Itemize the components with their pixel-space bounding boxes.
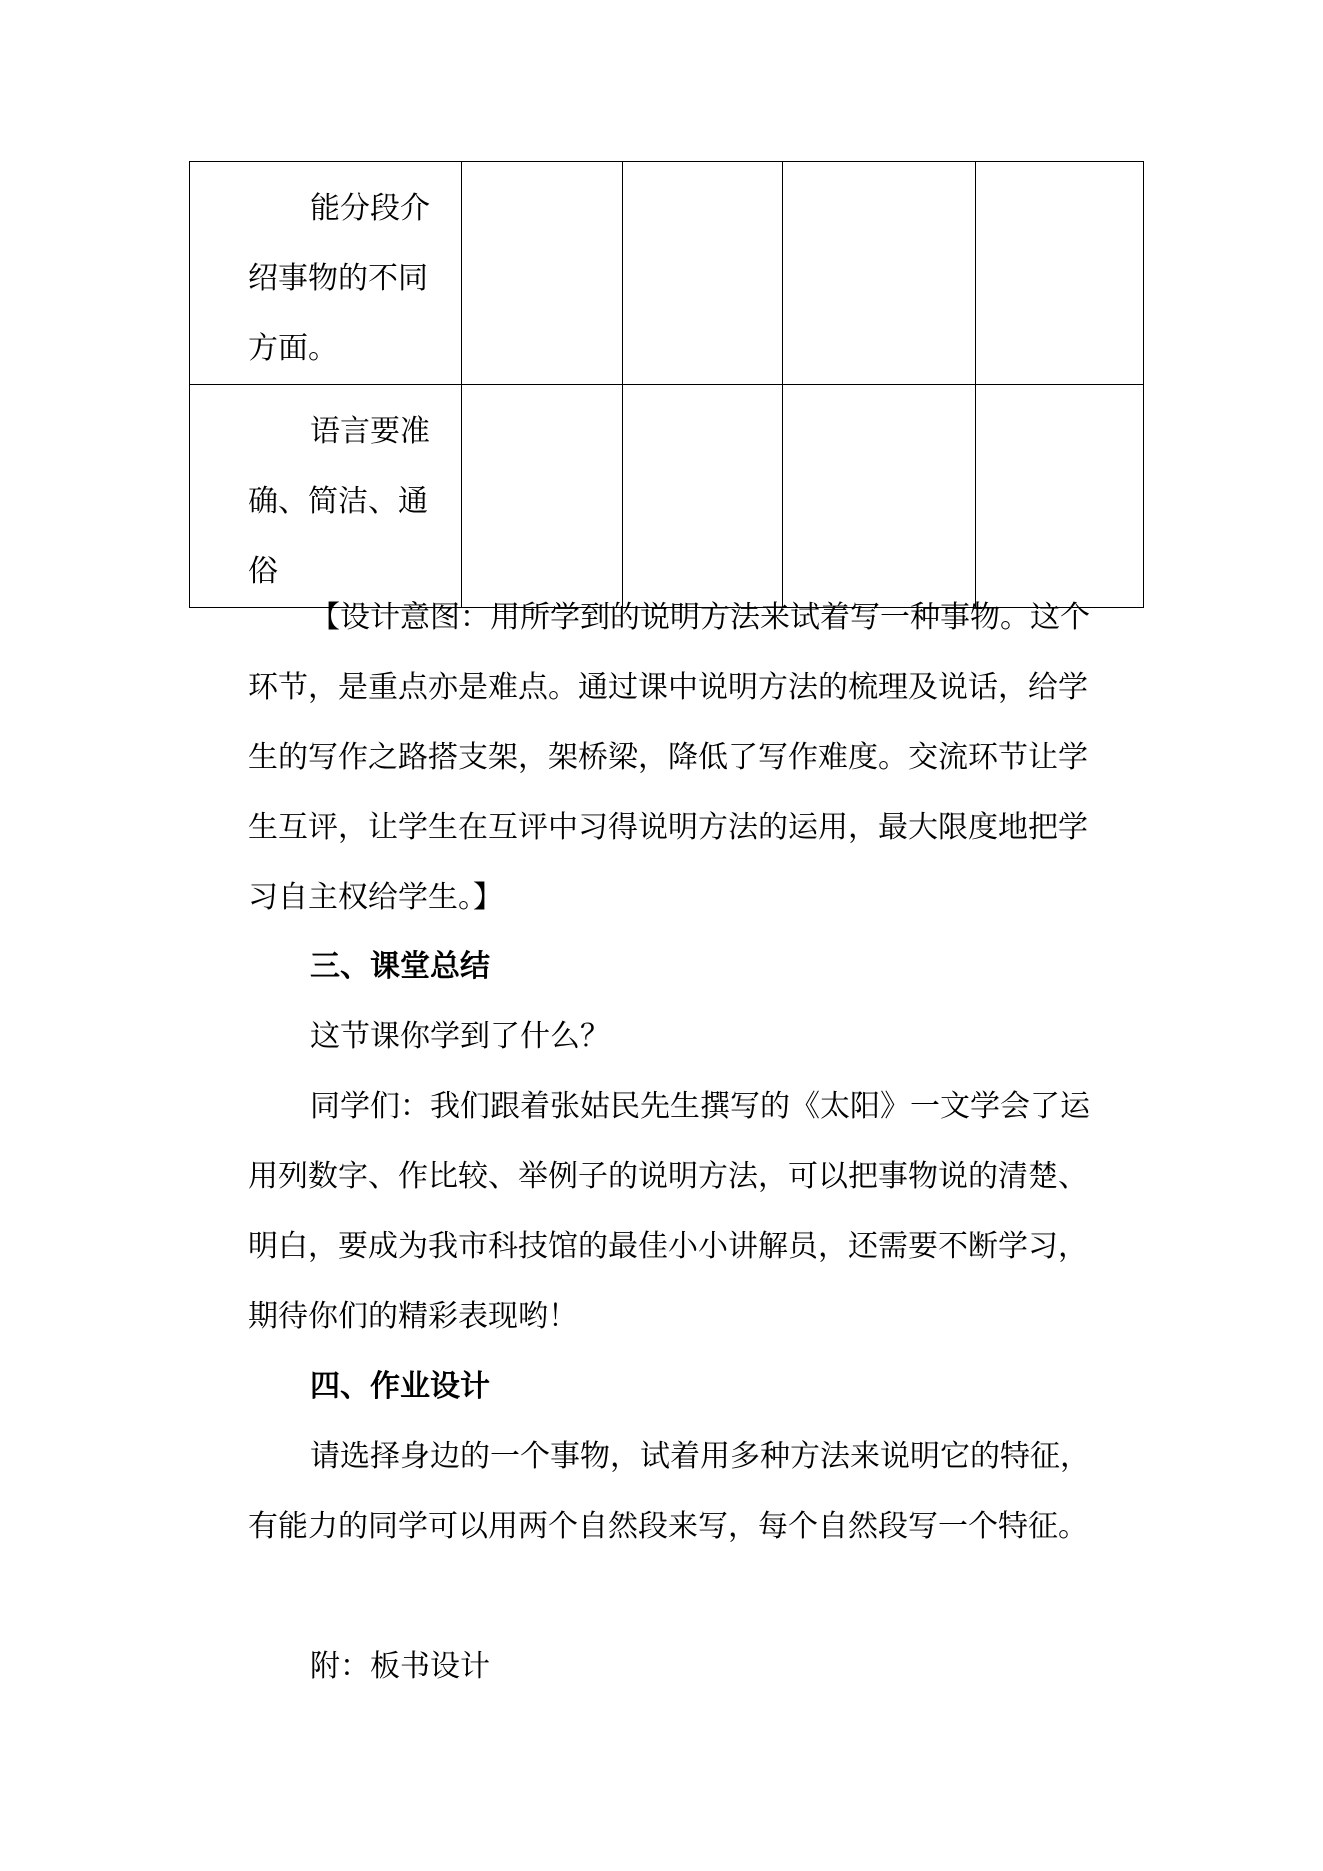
homework-paragraph	[248, 1422, 1128, 1562]
rating-cell	[623, 385, 783, 608]
text-line: 生的写作之路搭支架，架桥梁，降低了写作难度。交流环节让学	[248, 740, 1088, 775]
rating-cell	[783, 162, 976, 385]
rating-cell	[462, 162, 623, 385]
rating-cell	[623, 162, 783, 385]
rating-cell	[976, 385, 1144, 608]
summary-paragraph	[248, 1072, 1128, 1352]
section-heading-text: 四、作业设计	[310, 1369, 490, 1404]
text-line: 生互评，让学生在互评中习得说明方法的运用，最大限度地把学	[248, 810, 1088, 845]
criterion-line: 确、简洁、通	[248, 484, 428, 519]
section-heading-text: 三、课堂总结	[310, 949, 490, 984]
appendix-label: 附：板书设计	[310, 1649, 490, 1684]
criterion-line: 俗	[248, 554, 278, 589]
table-row	[190, 385, 1144, 608]
rating-cell	[462, 385, 623, 608]
text-line: 环节，是重点亦是难点。通过课中说明方法的梳理及说话，给学	[248, 670, 1088, 705]
question-paragraph	[248, 1002, 1128, 1072]
text-line: 习自主权给学生。】	[248, 880, 503, 915]
rating-cell	[783, 385, 976, 608]
text-line: 明白，要成为我市科技馆的最佳小小讲解员，还需要不断学习，	[248, 1229, 1088, 1264]
criterion-line: 能分段介	[310, 191, 430, 226]
text-line: 请选择身边的一个事物，试着用多种方法来说明它的特征，	[310, 1439, 1090, 1474]
text-line: 这节课你学到了什么？	[310, 1019, 610, 1054]
criterion-line: 绍事物的不同	[248, 261, 428, 296]
evaluation-table	[189, 161, 1144, 608]
design-intent-paragraph	[248, 583, 1128, 933]
rating-cell	[976, 162, 1144, 385]
text-line: 【设计意图：用所学到的说明方法来试着写一种事物。这个	[310, 600, 1090, 635]
criterion-line: 方面。	[248, 331, 338, 366]
text-line: 同学们：我们跟着张姑民先生撰写的《太阳》一文学会了运	[310, 1089, 1090, 1124]
criterion-cell	[190, 385, 462, 608]
text-line: 用列数字、作比较、举例子的说明方法，可以把事物说的清楚、	[248, 1159, 1088, 1194]
appendix-paragraph	[248, 1632, 1128, 1702]
text-line: 期待你们的精彩表现哟！	[248, 1299, 578, 1334]
section-heading	[248, 932, 1128, 1002]
criterion-line: 语言要准	[310, 414, 430, 449]
table-row	[190, 162, 1144, 385]
criterion-cell	[190, 162, 462, 385]
text-line: 有能力的同学可以用两个自然段来写，每个自然段写一个特征。	[248, 1509, 1088, 1544]
section-heading	[248, 1352, 1128, 1422]
